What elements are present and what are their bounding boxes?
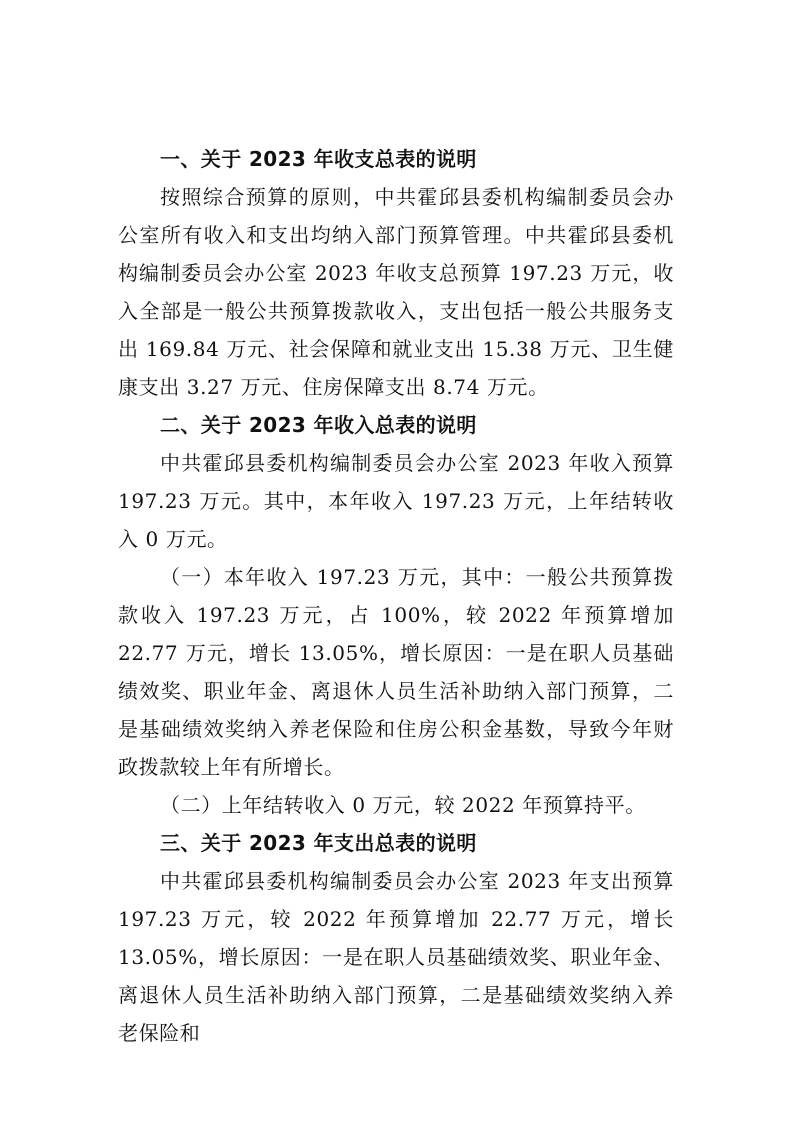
section-heading-1: 一、关于 2023 年收支总表的说明 — [160, 147, 477, 171]
section-heading-2: 二、关于 2023 年收入总表的说明 — [160, 413, 477, 437]
paragraph-1: 按照综合预算的原则，中共霍邱县委机构编制委员会办公室所有收入和支出均纳入部门预算管理。中共霍邱县委机构编制委员会办公室 2023 年收支总预算 197.23 万元，收入全部是一般公共预算拨款收入，支出包括一般公共服务支出 169.84 万元、社会保障和就业支出 15.38 万元、卫生健康支出 3.27 万元、住房保障支出 8.74 万元。 — [118, 185, 674, 399]
paragraph-5: 中共霍邱县委机构编制委员会办公室 2023 年支出预算 197.23 万元，较 2022 年预算增加 22.77 万元，增长 13.05%，增长原因：一是在职人员基础绩效奖、职业年金、离退休人员生活补助纳入部门预算，二是基础绩效奖纳入养老保险和 — [118, 869, 674, 1045]
paragraph-4: （二）上年结转收入 0 万元，较 2022 年预算持平。 — [160, 793, 646, 817]
section-heading-3: 三、关于 2023 年支出总表的说明 — [160, 831, 477, 855]
paragraph-3: （一）本年收入 197.23 万元，其中：一般公共预算拨款收入 197.23 万元，占 100%，较 2022 年预算增加 22.77 万元，增长 13.05%，增长原因：一是在职人员基础绩效奖、职业年金、离退休人员生活补助纳入部门预算，二是基础绩效奖纳入养老保险和住房公积金基数，导致今年财政拨款较上年有所增长。 — [118, 565, 674, 779]
document-body — [118, 140, 674, 1052]
paragraph-2: 中共霍邱县委机构编制委员会办公室 2023 年收入预算 197.23 万元。其中，本年收入 197.23 万元，上年结转收入 0 万元。 — [118, 451, 674, 551]
